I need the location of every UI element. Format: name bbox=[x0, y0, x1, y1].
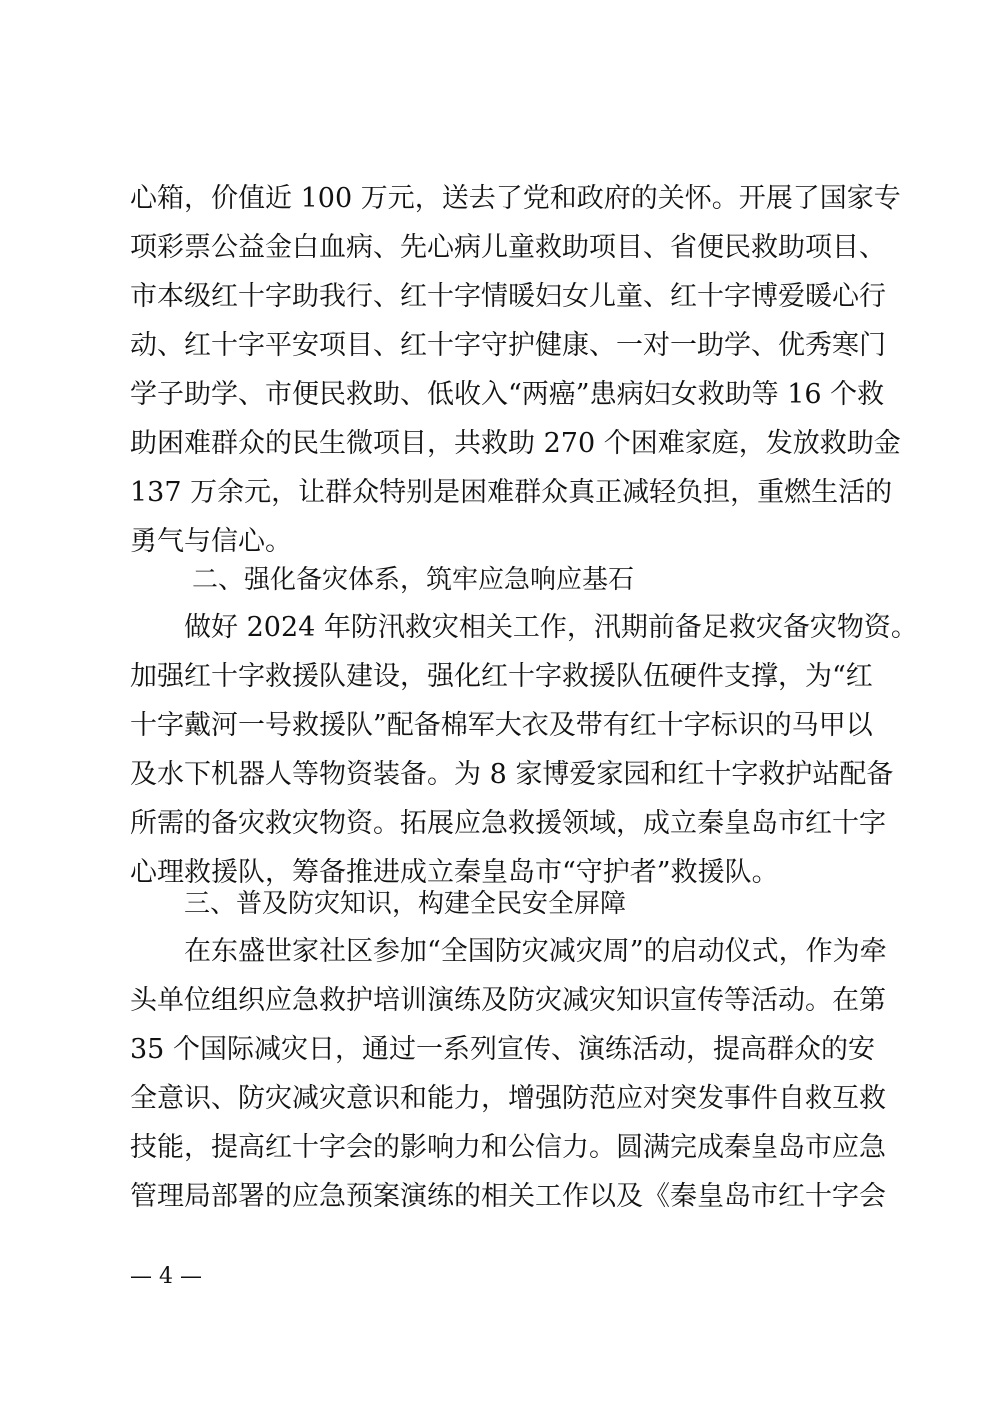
text-line: 头单位组织应急救护培训演练及防灾减灾知识宣传等活动。在第 bbox=[130, 985, 886, 1016]
text-line: 心理救援队，筹备推进成立秦皇岛市“守护者”救援队。 bbox=[130, 857, 779, 888]
text-line: 所需的备灾救灾物资。拓展应急救援领域，成立秦皇岛市红十字 bbox=[130, 808, 886, 839]
text-line: 项彩票公益金白血病、先心病儿童救助项目、省便民救助项目、 bbox=[130, 232, 886, 263]
text-line: 助困难群众的民生微项目，共救助 270 个困难家庭，发放救助金 bbox=[130, 428, 901, 459]
text-line: 在东盛世家社区参加“全国防灾减灾周”的启动仪式，作为牵 bbox=[184, 936, 887, 967]
text-line: 十字戴河一号救援队”配备棉军大衣及带有红十字标识的马甲以 bbox=[130, 710, 873, 741]
text-line: 137 万余元，让群众特别是困难群众真正减轻负担，重燃生活的 bbox=[130, 477, 893, 508]
text-line: 管理局部署的应急预案演练的相关工作以及《秦皇岛市红十字会 bbox=[130, 1181, 886, 1212]
text-line: 做好 2024 年防汛救灾相关工作，汛期前备足救灾备灾物资。 bbox=[184, 612, 918, 643]
text-line: 35 个国际减灾日，通过一系列宣传、演练活动，提高群众的安 bbox=[130, 1034, 875, 1065]
text-line: 及水下机器人等物资装备。为 8 家博爱家园和红十字救护站配备 bbox=[130, 759, 894, 790]
section-heading-disaster-preparedness: 二、强化备灾体系，筑牢应急响应基石 bbox=[192, 565, 635, 595]
section-heading-disaster-knowledge: 三、普及防灾知识，构建全民安全屏障 bbox=[184, 889, 627, 919]
text-line: 心箱，价值近 100 万元，送去了党和政府的关怀。开展了国家专 bbox=[130, 183, 901, 214]
text-line: 市本级红十字助我行、红十字情暖妇女儿童、红十字博爱暖心行 bbox=[130, 281, 886, 312]
text-line: 技能，提高红十字会的影响力和公信力。圆满完成秦皇岛市应急 bbox=[130, 1132, 886, 1163]
text-line: 加强红十字救援队建设，强化红十字救援队伍硬件支撑，为“红 bbox=[130, 661, 873, 692]
text-line: 勇气与信心。 bbox=[130, 526, 292, 557]
text-line: 学子助学、市便民救助、低收入“两癌”患病妇女救助等 16 个救 bbox=[130, 379, 885, 410]
page-number: — 4 — bbox=[130, 1264, 202, 1289]
text-line: 动、红十字平安项目、红十字守护健康、一对一助学、优秀寒门 bbox=[130, 330, 886, 361]
text-line: 全意识、防灾减灾意识和能力，增强防范应对突发事件自救互救 bbox=[130, 1083, 886, 1114]
